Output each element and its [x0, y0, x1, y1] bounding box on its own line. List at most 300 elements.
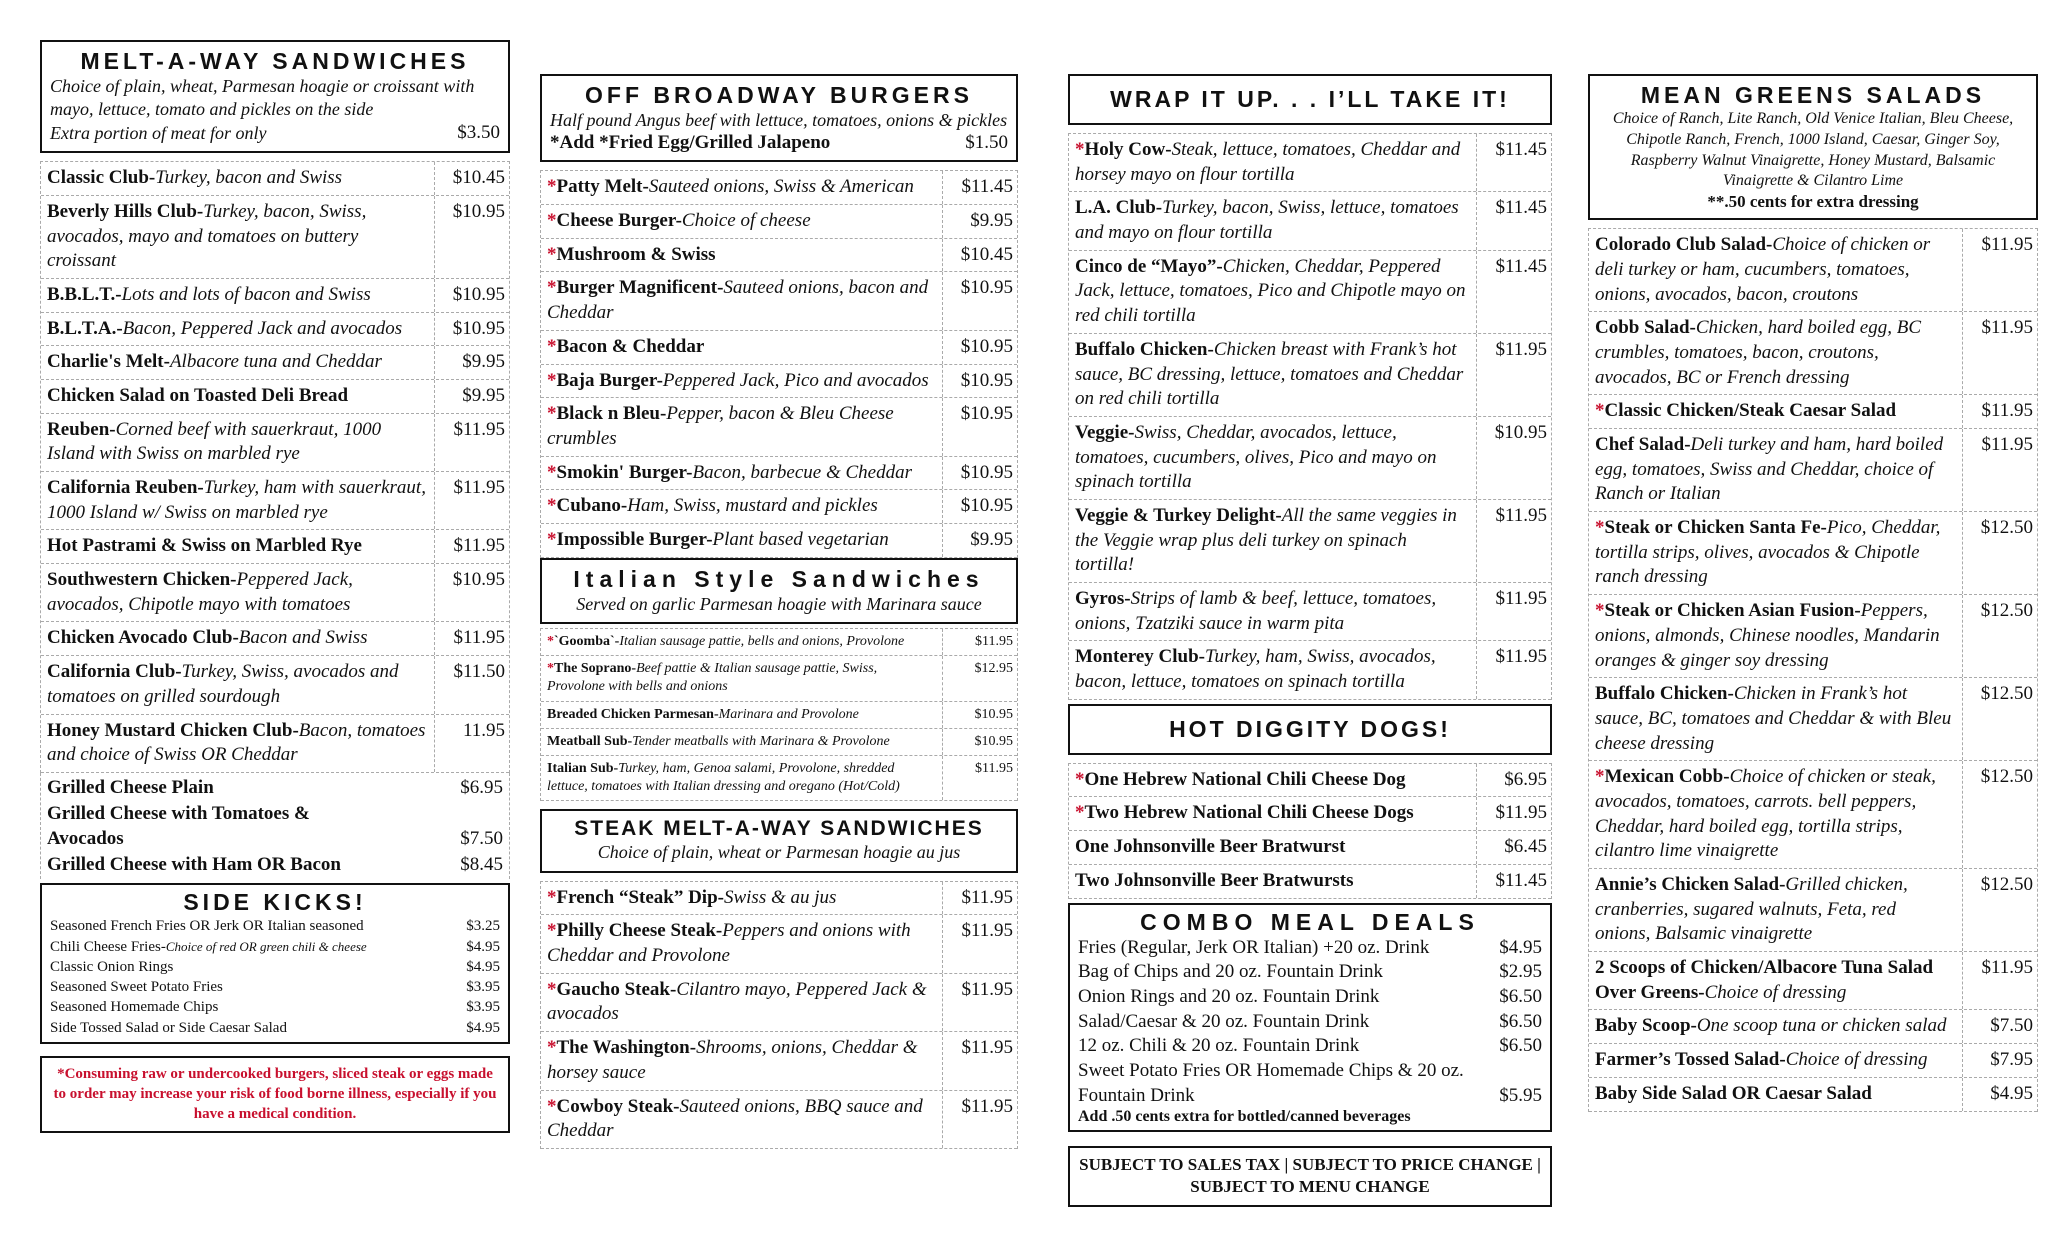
- menu-item-desc: Swiss & au jus: [723, 886, 837, 908]
- item-marker: *: [547, 661, 554, 677]
- item-marker: *: [547, 369, 557, 391]
- menu-item-row: [541, 1032, 1017, 1090]
- menu-item-desc: Turkey, Swiss, avocados and tomatoes on grilled sourdough: [47, 661, 399, 707]
- menu-item-desc: Chicken breast with Frank’s hot sauce, BC dressing, lettuce, tomatoes and Cheddar on red chili tortilla: [1075, 338, 1464, 410]
- menu-item: [41, 530, 435, 563]
- menu-item: [541, 882, 943, 915]
- menu-item-row: [1589, 229, 2037, 312]
- grilled-item-row: [47, 775, 503, 801]
- menu-item-price: $10.95: [1494, 421, 1547, 443]
- menu-item: [1069, 500, 1477, 582]
- menu-item-price: $11.95: [1981, 957, 2033, 979]
- menu-item-name: Annie’s Chicken Salad-: [1595, 874, 1786, 895]
- italian-title: Italian Style Sandwiches: [573, 565, 985, 592]
- menu-item-row: [541, 205, 1017, 239]
- menu-item-row: [1069, 192, 1551, 250]
- menu-item-row: [41, 346, 509, 380]
- menu-item-row: [1589, 1044, 2037, 1078]
- side-item-price: $3.95: [466, 979, 500, 996]
- burgers-add-label: *Add *Fried Egg/Grilled Jalapeno: [550, 132, 831, 154]
- menu-item-name: Baby Scoop-: [1595, 1015, 1697, 1037]
- side-item-label: Seasoned Sweet Potato Fries: [50, 979, 223, 996]
- menu-item: [41, 715, 435, 772]
- menu-item: [1589, 869, 1963, 951]
- menu-item-desc: Italian sausage pattie, bells and onions, Provolone: [619, 634, 905, 650]
- melt-header: [40, 40, 510, 153]
- menu-item-price: $7.50: [1990, 1015, 2033, 1037]
- menu-item-name: California Reuben-: [47, 477, 204, 499]
- menu-item-price: $11.95: [961, 1037, 1013, 1059]
- menu-item: [41, 279, 435, 312]
- menu-item-desc: Plant based vegetarian: [712, 528, 889, 550]
- menu-item-desc: Sauteed onions, bacon and Cheddar: [547, 277, 929, 324]
- menu-item-desc: Turkey, ham, Swiss, avocados, bacon, lettuce, tomatoes on spinach tortilla: [1075, 646, 1436, 693]
- side-item-label: Classic Onion Rings: [50, 958, 174, 975]
- menu-item: [1069, 192, 1477, 249]
- menu-item: [1069, 134, 1477, 191]
- combo-item-row: [1078, 1034, 1542, 1059]
- menu-item: [1589, 229, 1963, 311]
- menu-item-price: $10.95: [960, 277, 1013, 299]
- italian-items: [540, 628, 1018, 801]
- menu-item-name: Hot Pastrami & Swiss on Marbled Rye: [47, 535, 362, 557]
- menu-item-price: $11.95: [961, 978, 1013, 1000]
- menu-item-name: Italian Sub-: [547, 760, 619, 776]
- menu-item-name: Cubano-: [556, 495, 628, 517]
- menu-item-row: [1589, 512, 2037, 595]
- menu-item-name: French “Steak” Dip-: [556, 886, 724, 908]
- side-item-label: Chili Cheese Fries-: [50, 938, 166, 955]
- menu-item-price: $10.95: [452, 200, 505, 222]
- menu-item-price: $11.45: [1495, 255, 1547, 277]
- combo-item-row: [1078, 985, 1542, 1010]
- item-marker: *: [1595, 400, 1605, 422]
- menu-item: [41, 414, 435, 471]
- menu-item-name: Smokin' Burger-: [556, 461, 693, 483]
- item-marker: *: [547, 978, 557, 1000]
- menu-item-name: Cobb Salad-: [1595, 317, 1696, 339]
- menu-item-row: [1069, 500, 1551, 583]
- menu-item-row: [541, 490, 1017, 524]
- menu-item-desc: Peppered Jack, Pico and avocados: [662, 369, 929, 391]
- menu-item-price: $10.95: [960, 369, 1013, 391]
- menu-item: [41, 622, 435, 655]
- italian-desc: Served on garlic Parmesan hoagie with Marinara sauce: [576, 593, 982, 614]
- menu-item: [1589, 1044, 1963, 1077]
- side-item-label: Seasoned French Fries OR Jerk OR Italian seasoned: [50, 918, 364, 935]
- combo-item-name: Bag of Chips and 20 oz. Fountain Drink: [1078, 961, 1384, 983]
- menu-item-price: $11.95: [975, 634, 1013, 650]
- combo-box: [1068, 903, 1552, 1133]
- item-marker: *: [547, 176, 557, 198]
- menu-item-desc: Turkey, ham, Genoa salami, Provolone, shredded lettuce, tomatoes with Italian dressing and oregano (Hot/Cold): [547, 760, 900, 795]
- menu-item-price: $12.50: [1980, 517, 2033, 539]
- grilled-item-name: Grilled Cheese with Ham OR Bacon: [47, 853, 341, 875]
- menu-item-price: $11.95: [453, 477, 505, 499]
- menu-item-desc: Beef pattie & Italian sausage pattie, Swiss, Provolone with bells and onions: [547, 661, 878, 695]
- menu-item-name: The Soprano-: [554, 661, 637, 677]
- menu-item-row: [41, 530, 509, 564]
- menu-item-row: [541, 656, 1017, 701]
- salads-header: [1588, 74, 2038, 220]
- dogs-header: [1068, 704, 1552, 755]
- menu-item-desc: Pico, Cheddar, tortilla strips, olives, avocados & Chipotle ranch dressing: [1595, 517, 1941, 588]
- menu-item-price: $12.95: [974, 661, 1013, 677]
- menu-item-name: One Hebrew National Chili Cheese Dog: [1084, 768, 1406, 790]
- italian-header: [540, 558, 1018, 624]
- combo-item-name: Onion Rings and 20 oz. Fountain Drink: [1078, 985, 1380, 1007]
- side-item-name: [50, 997, 218, 1017]
- menu-item: [41, 346, 435, 379]
- combo-item-name: Sweet Potato Fries OR Homemade Chips & 20 oz. Fountain Drink: [1078, 1059, 1464, 1106]
- item-marker: *: [547, 403, 557, 425]
- item-marker: *: [547, 243, 557, 265]
- menu-item-desc: All the same veggies in the Veggie wrap plus deli turkey on spinach tortilla!: [1075, 504, 1457, 576]
- menu-item-price: $11.95: [1495, 802, 1547, 824]
- menu-item-price: $11.50: [453, 661, 505, 683]
- menu-item-row: [541, 365, 1017, 399]
- sides-title: SIDE KICKS!: [183, 889, 367, 916]
- menu-item-desc: Choice of dressing: [1704, 981, 1847, 1003]
- menu-item-name: Veggie-: [1075, 421, 1135, 443]
- menu-item: [1069, 764, 1477, 797]
- menu-item-desc: Strips of lamb & beef, lettuce, tomatoes, onions, Tzatziki sauce in warm pita: [1075, 588, 1437, 634]
- menu-item-desc: Ham, Swiss, mustard and pickles: [627, 495, 878, 517]
- menu-item-name: 2 Scoops of Chicken/Albacore Tuna Salad Over Greens-: [1595, 957, 1934, 1003]
- menu-item-row: [41, 162, 509, 196]
- burgers-header: [540, 74, 1018, 162]
- menu-item-row: [541, 398, 1017, 456]
- menu-item-row: [541, 171, 1017, 205]
- wraps-title: WRAP IT UP. . . I’LL TAKE IT!: [1110, 86, 1510, 112]
- menu-item-price: $11.95: [453, 418, 505, 440]
- side-item-price: $4.95: [466, 938, 500, 955]
- menu-item-price: $10.95: [960, 461, 1013, 483]
- menu-item: [41, 656, 435, 713]
- menu-item-price: $9.95: [970, 210, 1013, 232]
- item-marker: *: [547, 495, 557, 517]
- menu-item-row: [541, 974, 1017, 1032]
- menu-item-name: Cowboy Steak-: [556, 1095, 680, 1117]
- menu-item-name: Steak or Chicken Asian Fusion-: [1604, 600, 1861, 622]
- menu-item-price: $6.45: [1504, 836, 1547, 858]
- menu-item-name: Holy Cow-: [1084, 139, 1172, 160]
- side-item-name: [50, 957, 173, 977]
- menu-item: [41, 313, 435, 346]
- menu-item-desc: Bacon and Swiss: [238, 627, 368, 649]
- menu-item-desc: Peppers, onions, almonds, Chinese noodles, Mandarin oranges & ginger soy dressing: [1595, 600, 1940, 671]
- menu-item-name: Steak or Chicken Santa Fe-: [1604, 517, 1827, 539]
- menu-item: [541, 656, 943, 700]
- menu-item-row: [1069, 134, 1551, 192]
- menu-item-name: Chicken Salad on Toasted Deli Bread: [47, 384, 349, 406]
- menu-item-name: Breaded Chicken Parmesan-: [547, 706, 719, 722]
- menu-item: [541, 1091, 943, 1148]
- steak-desc: Choice of plain, wheat or Parmesan hoagie au jus: [597, 842, 961, 863]
- menu-item-desc: Grilled chicken, cranberries, sugared walnuts, Feta, red onions, Balsamic vinaigrette: [1595, 874, 1908, 945]
- menu-item-row: [1069, 831, 1551, 865]
- menu-item-desc: Turkey, bacon, Swiss, lettuce, tomatoes and mayo on flour tortilla: [1075, 197, 1459, 244]
- item-marker: *: [547, 886, 557, 908]
- menu-item-row: [41, 656, 509, 714]
- side-item-row: [50, 1018, 500, 1038]
- menu-item-desc: Peppers and onions with Cheddar and Provolone: [547, 920, 911, 967]
- side-item-name: [50, 916, 364, 936]
- menu-item: [1069, 641, 1477, 698]
- menu-item: [541, 702, 943, 728]
- menu-item-price: $11.95: [961, 886, 1013, 908]
- menu-item-row: [541, 524, 1017, 558]
- menu-item: [1589, 678, 1963, 760]
- menu-item: [541, 490, 943, 523]
- menu-item-desc: Chicken, hard boiled egg, BC crumbles, tomatoes, bacon, croutons, avocados, BC or French dressing: [1595, 317, 1922, 388]
- side-item-row: [50, 937, 500, 957]
- side-item-row: [50, 916, 500, 936]
- menu-item: [1069, 583, 1477, 640]
- burgers-desc: Half pound Angus beef with lettuce, tomatoes, onions & pickles: [550, 110, 1008, 130]
- side-item-label: Seasoned Homemade Chips: [50, 999, 219, 1016]
- menu-item-name: Cheese Burger-: [556, 210, 682, 232]
- menu-item: [541, 524, 943, 557]
- menu-item-price: $10.95: [960, 403, 1013, 425]
- menu-item-row: [1589, 312, 2037, 395]
- menu-item-desc: Cilantro mayo, Peppered Jack & avocados: [547, 978, 927, 1025]
- menu-item-name: Patty Melt-: [556, 176, 649, 198]
- combo-title: COMBO MEAL DEALS: [1140, 908, 1480, 935]
- menu-item-name: Beverly Hills Club-: [47, 200, 204, 222]
- menu-item-row: [541, 729, 1017, 756]
- menu-item: [1589, 952, 1963, 1009]
- menu-item: [1069, 831, 1477, 864]
- melt-extra-label: Extra portion of meat for only: [50, 122, 267, 143]
- menu-item: [1589, 312, 1963, 394]
- menu-item-desc: Lots and lots of bacon and Swiss: [121, 283, 371, 305]
- menu-item: [541, 974, 943, 1031]
- menu-item-name: Buffalo Chicken-: [1075, 338, 1214, 360]
- menu-item-row: [541, 1091, 1017, 1149]
- menu-item: [541, 915, 943, 972]
- menu-item-name: Farmer’s Tossed Salad-: [1595, 1049, 1786, 1071]
- menu-item-row: [541, 702, 1017, 729]
- sides-items: [50, 916, 500, 1038]
- side-item-row: [50, 957, 500, 977]
- menu-item-row: [541, 915, 1017, 973]
- menu-item-price: $6.95: [1504, 768, 1547, 790]
- menu-item-row: [1589, 761, 2037, 869]
- menu-item-row: [1069, 334, 1551, 417]
- melt-desc: Choice of plain, wheat, Parmesan hoagie or croissant with mayo, lettuce, tomato and pickles on the side: [50, 76, 475, 120]
- menu-item: [541, 331, 943, 364]
- salads-items: [1588, 228, 2038, 1111]
- combo-item-price: $6.50: [1499, 1035, 1542, 1057]
- menu-item: [541, 272, 943, 329]
- item-marker: *: [547, 920, 557, 942]
- burgers-items: [540, 170, 1018, 557]
- item-marker: *: [547, 634, 554, 650]
- menu-item-name: Classic Club-: [47, 167, 156, 189]
- menu-item-price: $9.95: [462, 384, 505, 406]
- dogs-items: [1068, 763, 1552, 899]
- menu-item-name: Classic Chicken/Steak Caesar Salad: [1604, 400, 1897, 422]
- menu-item-price: $10.45: [960, 243, 1013, 265]
- menu-item-desc: Chicken, Cheddar, Peppered Jack, lettuce, tomatoes, Pico and Chipotle mayo on red chili tortilla: [1075, 255, 1466, 327]
- menu-item-name: Two Johnsonville Beer Bratwursts: [1075, 869, 1354, 891]
- menu-item: [1589, 1078, 1963, 1111]
- menu-item-desc: Peppered Jack, avocados, Chipotle mayo with tomatoes: [47, 569, 353, 615]
- steak-header: [540, 809, 1018, 872]
- menu-item-name: B.L.T.A.-: [47, 317, 123, 339]
- menu-item-row: [541, 272, 1017, 330]
- grilled-item-price: $8.45: [460, 853, 503, 875]
- item-marker: *: [547, 277, 557, 299]
- menu-item-price: $10.95: [974, 706, 1013, 722]
- dogs-title: HOT DIGGITY DOGS!: [1169, 715, 1451, 742]
- menu-item-name: Philly Cheese Steak-: [556, 920, 723, 942]
- price-notice: SUBJECT TO SALES TAX | SUBJECT TO PRICE CHANGE | SUBJECT TO MENU CHANGE: [1068, 1146, 1552, 1206]
- menu-item: [541, 239, 943, 272]
- menu-item-name: Mexican Cobb-: [1604, 766, 1730, 788]
- menu-item-row: [1069, 797, 1551, 831]
- menu-item-price: 11.95: [462, 719, 505, 741]
- item-marker: *: [1075, 768, 1085, 790]
- menu-item-row: [41, 196, 509, 279]
- menu-item: [541, 398, 943, 455]
- menu-item-row: [1589, 869, 2037, 952]
- menu-item-desc: Deli turkey and ham, hard boiled egg, tomatoes, Swiss and Cheddar, choice of Ranch or Italian: [1595, 434, 1944, 505]
- menu-item-desc: Sauteed onions, Swiss & American: [648, 176, 914, 198]
- menu-item-desc: Choice of chicken or deli turkey or ham, cucumbers, tomatoes, onions, avocados, bacon, croutons: [1595, 234, 1931, 305]
- menu-item-price: $12.50: [1980, 683, 2033, 705]
- menu-item-price: $12.50: [1980, 600, 2033, 622]
- menu-item-row: [1069, 251, 1551, 334]
- menu-item-name: Colorado Club Salad-: [1595, 234, 1773, 256]
- menu-item-desc: Swiss, Cheddar, avocados, lettuce, tomatoes, cucumbers, olives, Pico and mayo on spinach tortilla: [1075, 421, 1437, 493]
- side-item-row: [50, 997, 500, 1017]
- menu-item-price: $11.95: [1981, 234, 2033, 256]
- menu-item-row: [41, 313, 509, 347]
- melt-items: [40, 161, 510, 773]
- item-marker: *: [1595, 517, 1605, 539]
- menu-item-price: $11.45: [1495, 197, 1547, 219]
- sides-box: [40, 883, 510, 1044]
- menu-item-price: $10.95: [452, 569, 505, 591]
- combo-item-name: Fries (Regular, Jerk OR Italian) +20 oz. Drink: [1078, 936, 1430, 958]
- menu-item-row: [1589, 678, 2037, 761]
- menu-item-name: Cinco de “Mayo”-: [1075, 255, 1223, 277]
- menu-item-price: $4.95: [1990, 1082, 2033, 1104]
- menu-item-price: $11.95: [1495, 504, 1547, 526]
- menu-item-price: $10.45: [452, 167, 505, 189]
- grilled-item-price: $6.95: [460, 776, 503, 798]
- menu-item-row: [1069, 764, 1551, 798]
- menu-item: [41, 564, 435, 621]
- menu-item-price: $10.95: [960, 335, 1013, 357]
- item-marker: *: [547, 1095, 557, 1117]
- melt-title: MELT-A-WAY SANDWICHES: [80, 48, 470, 74]
- menu-item: [1589, 395, 1963, 428]
- menu-item-row: [541, 756, 1017, 801]
- menu-item-desc: Turkey, ham with sauerkraut, 1000 Island w/ Swiss on marbled rye: [47, 477, 426, 523]
- grilled-item-name: Grilled Cheese Plain: [47, 776, 214, 798]
- menu-item-row: [1069, 641, 1551, 699]
- menu-item-name: Honey Mustard Chicken Club-: [47, 719, 299, 741]
- menu-item-desc: Chicken in Frank’s hot sauce, BC, tomatoes and Cheddar & with Bleu cheese dressing: [1595, 683, 1952, 754]
- menu-item-price: $11.95: [1981, 434, 2033, 455]
- menu-item-price: $10.95: [960, 495, 1013, 517]
- menu-item-row: [1589, 952, 2037, 1010]
- combo-item-name: Salad/Caesar & 20 oz. Fountain Drink: [1078, 1010, 1370, 1032]
- menu-item: [541, 457, 943, 490]
- menu-item: [541, 205, 943, 238]
- menu-item-row: [541, 629, 1017, 656]
- item-marker: *: [547, 210, 557, 232]
- menu-item-row: [41, 622, 509, 656]
- menu-item-price: $9.95: [462, 351, 505, 373]
- menu-item: [1069, 334, 1477, 416]
- menu-item-price: $11.95: [1981, 400, 2033, 422]
- wraps-items: [1068, 133, 1552, 700]
- menu-item: [1069, 797, 1477, 830]
- menu-item-name: Southwestern Chicken-: [47, 569, 237, 591]
- menu-item-row: [1069, 865, 1551, 899]
- menu-item-row: [541, 882, 1017, 916]
- combo-item-name: 12 oz. Chili & 20 oz. Fountain Drink: [1078, 1035, 1360, 1057]
- menu-item-price: $10.95: [974, 733, 1013, 749]
- menu-item-row: [1589, 595, 2037, 678]
- salads-title: MEAN GREENS SALADS: [1640, 82, 1986, 108]
- item-marker: *: [1075, 802, 1085, 824]
- grilled-item-name: Grilled Cheese with Tomatoes & Avocados: [47, 802, 310, 850]
- menu-item-name: California Club-: [47, 661, 182, 683]
- side-item-price: $4.95: [466, 958, 500, 975]
- menu-item-name: Reuben-: [47, 418, 116, 440]
- combo-note: Add .50 cents extra for bottled/canned beverages: [1078, 1108, 1411, 1126]
- burgers-title: OFF BROADWAY BURGERS: [585, 82, 973, 108]
- menu-item: [1589, 595, 1963, 677]
- item-marker: *: [1595, 600, 1605, 622]
- side-item-price: $3.95: [466, 999, 500, 1016]
- item-marker: *: [547, 461, 557, 483]
- menu-item: [41, 162, 435, 195]
- combo-item-row: [1078, 960, 1542, 985]
- menu-item-row: [41, 715, 509, 773]
- menu-item-price: $10.95: [452, 283, 505, 305]
- item-marker: *: [547, 1037, 557, 1059]
- food-safety-warning: *Consuming raw or undercooked burgers, sliced steak or eggs made to order may increase your risk of food borne illness, especially if you have a medical condition.: [40, 1056, 510, 1133]
- menu-item-desc: Bacon, tomatoes and choice of Swiss OR Cheddar: [47, 719, 426, 766]
- menu-item-desc: Tender meatballs with Marinara & Provolone: [632, 733, 890, 749]
- combo-item-price: $6.50: [1499, 1010, 1542, 1032]
- menu-item-row: [41, 564, 509, 622]
- menu-item-price: $11.95: [1495, 338, 1547, 360]
- salads-desc: Choice of Ranch, Lite Ranch, Old Venice Italian, Bleu Cheese, Chipotle Ranch, French, 1000 Island, Caesar, Ginger Soy, Raspberry Walnut Vinaigrette, Honey Mustard, Balsamic Vinaigrette & Cilantro Lime: [1612, 110, 2014, 190]
- menu-item-name: Buffalo Chicken-: [1595, 683, 1734, 705]
- menu-item-row: [1589, 429, 2037, 512]
- item-marker: *: [1595, 766, 1605, 788]
- menu-item-name: Gaucho Steak-: [556, 978, 677, 1000]
- menu-item: [1069, 251, 1477, 333]
- menu-item-price: $11.45: [961, 176, 1013, 198]
- menu-item-name: `Goomba`-: [554, 634, 620, 650]
- side-item-price: $3.25: [466, 918, 500, 935]
- menu-item-row: [1589, 395, 2037, 429]
- menu-item-name: One Johnsonville Beer Bratwurst: [1075, 836, 1346, 858]
- combo-item-price: $6.50: [1499, 985, 1542, 1007]
- salads-extra: **.50 cents for extra dressing: [1707, 192, 1919, 212]
- menu-item-name: Bacon & Cheddar: [556, 335, 705, 357]
- menu-item-row: [1589, 1010, 2037, 1044]
- side-item-price: $4.95: [466, 1019, 500, 1036]
